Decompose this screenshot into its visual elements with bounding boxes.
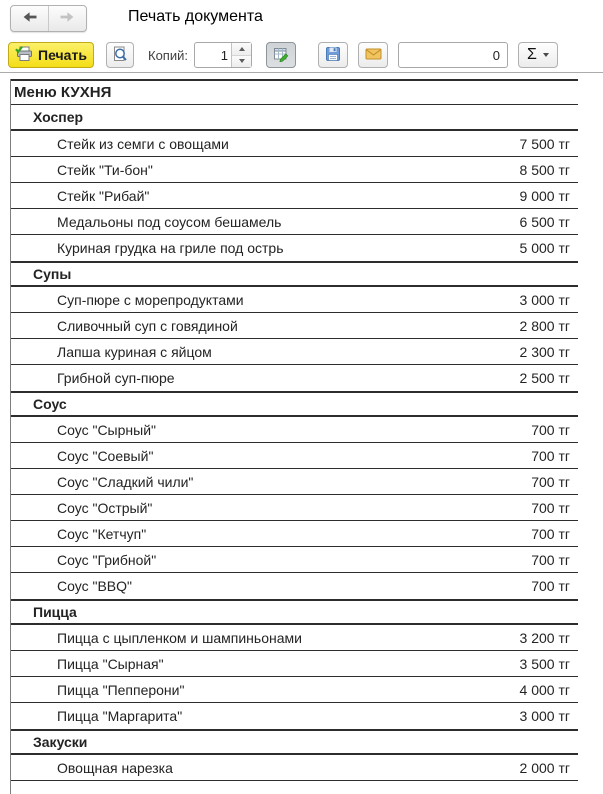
item-price: 700 тг	[531, 473, 570, 490]
menu-item-row[interactable]	[11, 573, 578, 599]
save-button[interactable]	[318, 42, 348, 68]
item-price: 700 тг	[531, 551, 570, 568]
printer-icon	[15, 46, 33, 65]
item-name: Стейк "Ти-бон"	[57, 161, 153, 178]
item-price: 700 тг	[531, 525, 570, 542]
section-name: Хоспер	[33, 109, 84, 125]
menu-item-row[interactable]	[11, 131, 578, 157]
menu-item-row[interactable]	[11, 521, 578, 547]
item-price: 8 500 тг	[519, 161, 570, 178]
menu-table	[11, 79, 578, 781]
sum-dropdown-button[interactable]	[518, 42, 558, 68]
item-name: Грибной суп-пюре	[57, 370, 175, 386]
item-price: 2 300 тг	[519, 343, 570, 360]
item-price: 3 000 тг	[519, 708, 570, 724]
menu-item-row[interactable]	[11, 417, 578, 443]
toolbar	[0, 0, 603, 72]
item-name: Соус "BBQ"	[57, 578, 132, 594]
item-name: Медальоны под соусом бешамель	[57, 213, 282, 230]
menu-item-row[interactable]	[11, 287, 578, 313]
item-price: 9 000 тг	[519, 187, 570, 204]
copies-spinner	[194, 42, 252, 68]
menu-item-row[interactable]	[11, 651, 578, 677]
mail-button[interactable]	[358, 42, 388, 68]
floppy-disk-icon	[325, 46, 341, 65]
item-name: Соус "Сырный"	[57, 421, 156, 438]
item-price: 700 тг	[531, 447, 570, 464]
menu-item-row[interactable]	[11, 157, 578, 183]
item-price: 3 200 тг	[519, 629, 570, 646]
section-name: Соус	[33, 396, 67, 412]
menu-item-row[interactable]	[11, 209, 578, 235]
sigma-icon: Σ	[527, 46, 537, 63]
menu-item-row[interactable]	[11, 469, 578, 495]
item-price: 4 000 тг	[519, 681, 570, 698]
menu-spreadsheet	[10, 79, 578, 794]
section-row[interactable]	[11, 599, 578, 625]
menu-item-row[interactable]	[11, 339, 578, 365]
section-name: Закуски	[33, 734, 88, 750]
menu-item-row[interactable]	[11, 313, 578, 339]
item-price: 700 тг	[531, 578, 570, 594]
section-row[interactable]	[11, 729, 578, 755]
item-name: Соус "Соевый"	[57, 447, 154, 464]
item-price: 700 тг	[531, 421, 570, 438]
item-price: 2 800 тг	[519, 317, 570, 334]
item-name: Пицца "Пепперони"	[57, 681, 185, 698]
item-name: Пицца "Сырная"	[57, 655, 164, 672]
item-name: Соус "Грибной"	[57, 551, 157, 568]
section-row[interactable]	[11, 105, 578, 131]
item-name: Сливочный суп с говядиной	[57, 317, 238, 334]
print-button[interactable]	[8, 42, 94, 68]
section-name: Супы	[33, 266, 72, 282]
edit-document-toggle-button[interactable]	[266, 42, 296, 68]
menu-item-row[interactable]	[11, 703, 578, 729]
amount-field[interactable]	[398, 42, 508, 68]
spin-down-button[interactable]	[232, 56, 251, 68]
menu-item-row[interactable]	[11, 547, 578, 573]
item-price: 2 000 тг	[519, 759, 570, 776]
section-row[interactable]	[11, 261, 578, 287]
document-magnifier-icon	[112, 46, 128, 65]
chevron-down-icon	[543, 53, 549, 57]
item-name: Стейк из семги с овощами	[57, 135, 229, 152]
item-price: 3 000 тг	[519, 291, 570, 308]
copies-input[interactable]	[195, 43, 231, 67]
item-price: 5 000 тг	[519, 240, 570, 256]
print-preview-button[interactable]	[106, 42, 134, 68]
toolbar-separator	[0, 72, 603, 73]
menu-item-row[interactable]	[11, 755, 578, 781]
item-name: Лапша куриная с яйцом	[57, 343, 212, 360]
print-button-label: Печать	[38, 47, 87, 63]
menu-title-row[interactable]	[11, 79, 578, 105]
menu-item-row[interactable]	[11, 443, 578, 469]
item-price: 700 тг	[531, 499, 570, 516]
item-price: 6 500 тг	[519, 213, 570, 230]
spin-up-button[interactable]	[232, 43, 251, 56]
menu-item-row[interactable]	[11, 495, 578, 521]
menu-title: Меню КУХНЯ	[14, 84, 112, 101]
item-name: Соус "Кетчуп"	[57, 525, 147, 542]
copies-label: Копий:	[148, 48, 188, 63]
item-price: 3 500 тг	[519, 655, 570, 672]
item-price: 7 500 тг	[519, 135, 570, 152]
envelope-icon	[365, 47, 382, 64]
menu-item-row[interactable]	[11, 365, 578, 391]
item-price: 2 500 тг	[519, 370, 570, 386]
item-name: Стейк "Рибай"	[57, 187, 150, 204]
item-name: Куриная грудка на гриле под острь	[57, 240, 284, 256]
menu-item-row[interactable]	[11, 677, 578, 703]
item-name: Пицца с цыпленком и шампиньонами	[57, 629, 302, 646]
section-row[interactable]	[11, 391, 578, 417]
menu-item-row[interactable]	[11, 235, 578, 261]
item-name: Соус "Острый"	[57, 499, 153, 516]
item-name: Суп-пюре с морепродуктами	[57, 291, 244, 308]
spin-down-icon	[239, 59, 245, 63]
spin-up-icon	[239, 47, 245, 51]
item-name: Соус "Сладкий чили"	[57, 473, 194, 490]
menu-item-row[interactable]	[11, 183, 578, 209]
table-pencil-icon	[273, 46, 290, 65]
item-name: Овощная нарезка	[57, 759, 173, 776]
item-name: Пицца "Маргарита"	[57, 708, 183, 724]
section-name: Пицца	[33, 604, 77, 620]
menu-item-row[interactable]	[11, 625, 578, 651]
spin-arrow-group	[231, 43, 251, 67]
page-title: Печать документа	[128, 8, 263, 25]
